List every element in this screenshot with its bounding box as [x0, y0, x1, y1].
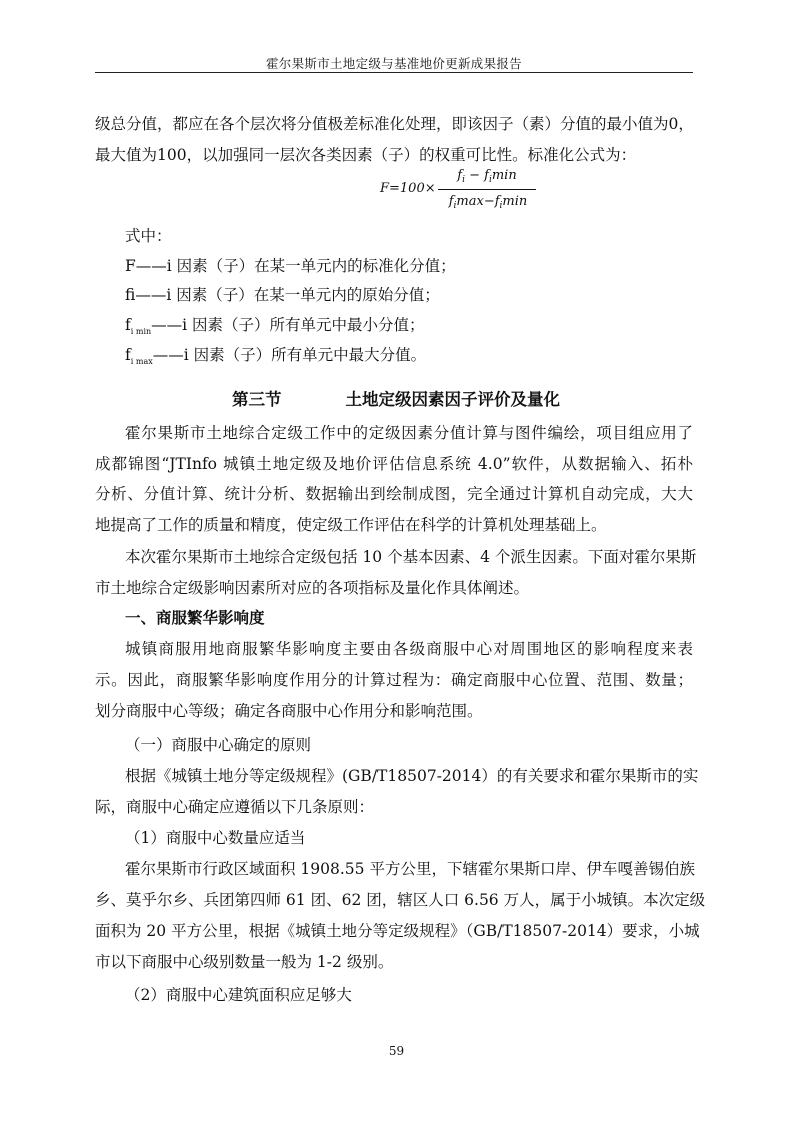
body-text-line: 市以下商服中心级别数量一般为 1-2 级别。: [95, 953, 394, 971]
definitions-intro: 式中：: [125, 227, 172, 245]
fraction-bar: [438, 189, 536, 190]
definition-line: F——i 因素（子）在某一单元内的标准化分值；: [125, 257, 456, 275]
body-text-line: 示。因此，商服繁华影响度作用分的计算过程为：确定商服中心位置、范围、数量；: [95, 671, 693, 689]
subheading: （一）商服中心确定的原则: [125, 736, 312, 754]
subheading: 一、商服繁华影响度: [125, 609, 265, 627]
list-item: （2）商服中心建筑面积应足够大: [125, 986, 352, 1004]
body-text-line: 乡、莫乎尔乡、兵团第四师 61 团、62 团，辖区人口 6.56 万人，属于小城镇。本次定级: [95, 891, 706, 909]
page-header: 霍尔果斯市土地定级与基准地价更新成果报告: [265, 56, 522, 71]
body-text-line: 霍尔果斯市行政区域面积 1908.55 平方公里，下辖霍尔果斯口岸、伊车嘎善锡伯族: [125, 860, 695, 878]
section-title: [232, 386, 560, 410]
formula-numerator: $f_i - f_i\min$: [457, 168, 517, 185]
section-name: 土地定级因素因子评价及量化: [345, 390, 560, 409]
body-text-line: 最大值为100，以加强同一层次各类因素（子）的权重可比性。标准化公式为：: [95, 146, 637, 164]
standardization-formula: [380, 168, 620, 216]
header-rule: [95, 72, 693, 73]
body-text-line: 根据《城镇土地分等定级规程》(GB/T18507-2014）的有关要求和霍尔果斯市的实: [125, 767, 699, 785]
formula-denominator: $f_i\max-f_i\min$: [448, 194, 528, 211]
definition-line: $f_{i min}——i$ 因素（子）所有单元中最小分值；: [125, 316, 425, 336]
definition-line: $f_{i max}——i$ 因素（子）所有单元中最大分值。: [125, 346, 427, 366]
section-number: 第三节: [232, 390, 282, 409]
body-text-line: 霍尔果斯市土地综合定级工作中的定级因素分值计算与图件编绘，项目组应用了: [125, 424, 693, 442]
body-text-line: 市土地综合定级影响因素所对应的各项指标及量化作具体阐述。: [95, 579, 530, 597]
body-text-line: 面积为 20 平方公里，根据《城镇土地分等定级规程》（GB/T18507-2014）要求，小城: [95, 922, 700, 940]
body-text-line: 地提高了工作的质量和精度，使定级工作评估在科学的计算机处理基础上。: [95, 516, 607, 534]
page-number: 59: [388, 1044, 405, 1058]
body-text-line: 本次霍尔果斯市土地综合定级包括 10 个基本因素、4 个派生因素。下面对霍尔果斯: [125, 548, 697, 566]
body-text-line: 成都锦图“JTInfo 城镇土地定级及地价评估信息系统 4.0”软件，从数据输入、拓朴: [95, 455, 693, 473]
body-text-line: 际，商服中心确定应遵循以下几条原则：: [95, 798, 375, 816]
body-text-line: 分析、分值计算、统计分析、数据输出到绘制成图，完全通过计算机自动完成，大大: [95, 485, 693, 503]
formula-lhs: F=100×: [380, 181, 436, 196]
body-text-line: 级总分值，都应在各个层次将分值极差标准化处理，即该因子（素）分值的最小值为0，: [95, 115, 694, 133]
body-text-line: 城镇商服用地商服繁华影响度主要由各级商服中心对周围地区的影响程度来表: [125, 640, 693, 658]
body-text-line: 划分商服中心等级；确定各商服中心作用分和影响范围。: [95, 702, 483, 720]
definition-line: fi——i 因素（子）在某一单元内的原始分值；: [125, 286, 440, 304]
list-item: （1）商服中心数量应适当: [125, 829, 306, 847]
